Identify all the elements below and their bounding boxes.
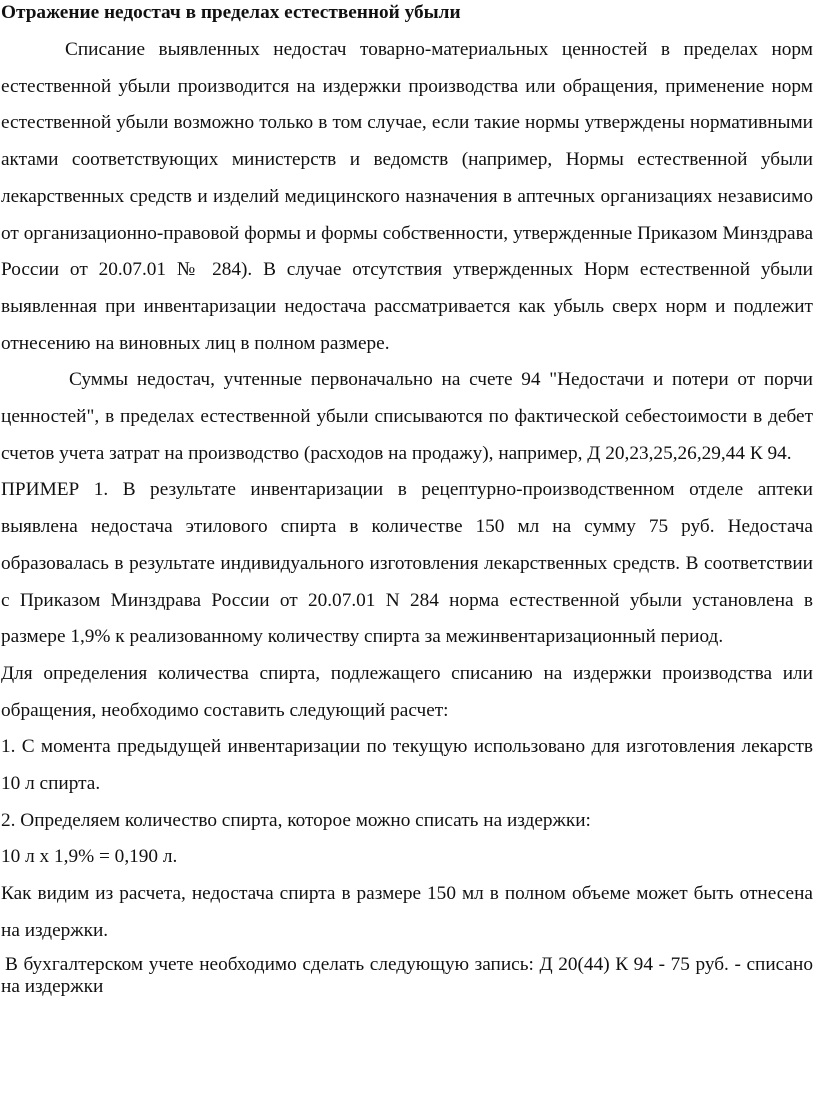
paragraph-example-1: ПРИМЕР 1. В результате инвентаризации в рецептурно-производственном отделе аптеки выявлена недостача этилового спирта в количестве 150 мл на сумму 75 руб. Недостача образовалась в результате индивидуального изготовления лекарственных средств. В соответствии с Приказом Минздрава России от 20.07.01 N 284 норма естественной убыли установлена в размере 1,9% к реализованному количеству спирта за межинвентаризационный период. bbox=[1, 479, 813, 648]
paragraph-calculation-intro: Для определения количества спирта, подлежащего списанию на издержки производства или обращения, необходимо составить следующий расчет: bbox=[1, 662, 813, 721]
document-title: Отражение недостач в пределах естественной убыли bbox=[1, 2, 461, 23]
paragraph-formula: 10 л х 1,9% = 0,190 л. bbox=[1, 846, 178, 868]
paragraph-conclusion: Как видим из расчета, недостача спирта в размере 150 мл в полном объеме может быть отнесена на издержки. bbox=[1, 883, 813, 941]
paragraph-step-2: 2. Определяем количество спирта, которое можно списать на издержки: bbox=[1, 809, 591, 831]
paragraph-accounting-entry: В бухгалтерском учете необходимо сделать следующую запись: Д 20(44) К 94 - 75 руб. - списано на издержки bbox=[1, 953, 813, 997]
paragraph-natural-loss-writeoff: Списание выявленных недостач товарно-материальных ценностей в пределах норм естественной убыли производится на издержки производства или обращения, применение норм естественной убыли возможно только в том случае, если такие нормы утверждены нормативными актами соответствующих министерств и ведомств (например, Нормы естественной убыли лекарственных средств и изделий медицинского назначения в аптечных организациях независимо от организационно-правовой формы и формы собственности, утвержденные Приказом Минздрава России от 20.07.01 № 284). В случае отсутствия утвержденных Норм естественной убыли выявленная при инвентаризации недостача рассматривается как убыль сверх норм и подлежит отнесению на виновных лиц в полном размере. bbox=[1, 39, 813, 354]
paragraph-step-1: 1. С момента предыдущей инвентаризации по текущую использовано для изготовления лекарств 10 л спирта. bbox=[1, 736, 813, 795]
paragraph-shortage-amounts: Суммы недостач, учтенные первоначально на счете 94 "Недостачи и потери от порчи ценностей", в пределах естественной убыли списываются по фактической себестоимости в дебет счетов учета затрат на производство (расходов на продажу), например, Д 20,23,25,26,29,44 К 94. bbox=[1, 369, 813, 464]
